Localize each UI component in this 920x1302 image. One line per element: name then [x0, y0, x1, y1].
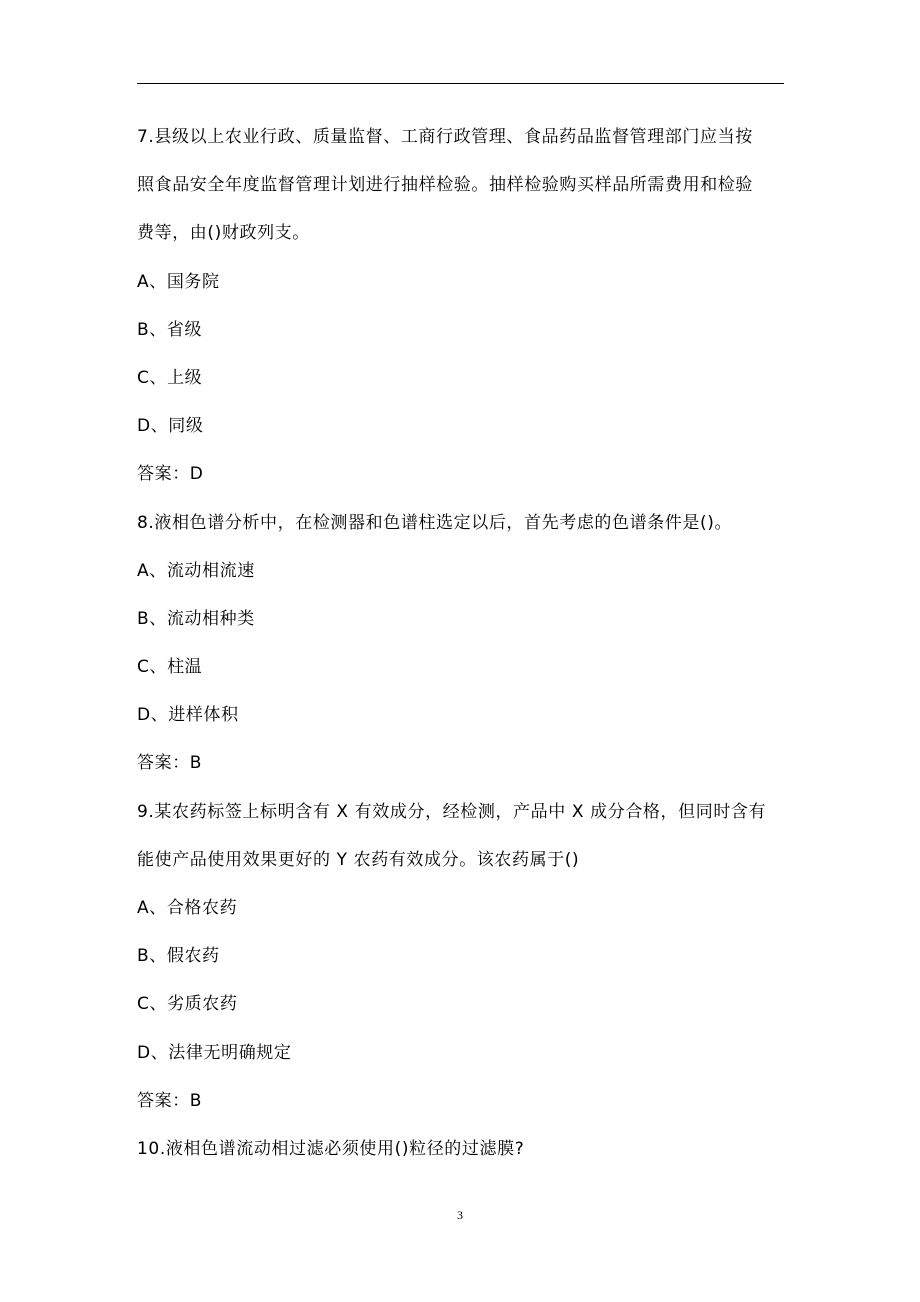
- header-rule: [137, 83, 784, 84]
- question-8-option-a: A、流动相流速: [137, 560, 255, 581]
- question-8-answer: 答案：B: [137, 753, 203, 774]
- question-7-option-d: D、同级: [137, 416, 204, 437]
- document-body: [137, 121, 787, 1181]
- question-9-stem-line-1: 9.某农药标签上标明含有 X 有效成分，经检测，产品中 X 成分合格，但同时含有: [137, 801, 767, 822]
- question-8-option-d: D、进样体积: [137, 705, 239, 726]
- question-7-option-a: A、国务院: [137, 271, 220, 292]
- question-7-stem-line-3: 费等，由()财政列支。: [137, 223, 310, 244]
- question-10-stem-line-1: 10.液相色谱流动相过滤必须使用()粒径的过滤膜?: [137, 1138, 525, 1159]
- page-number: 3: [457, 1208, 463, 1222]
- question-9-stem-line-2: 能使产品使用效果更好的 Y 农药有效成分。该农药属于(): [137, 849, 580, 870]
- question-8-stem-line-1: 8.液相色谱分析中，在检测器和色谱柱选定以后，首先考虑的色谱条件是()。: [137, 512, 733, 533]
- question-7-answer: 答案：D: [137, 464, 204, 485]
- question-7-option-c: C、上级: [137, 367, 203, 388]
- question-8-option-b: B、流动相种类: [137, 608, 255, 629]
- question-8-option-c: C、柱温: [137, 657, 203, 678]
- question-9-option-a: A、合格农药: [137, 898, 238, 918]
- question-7-stem-line-1: 7.县级以上农业行政、质量监督、工商行政管理、食品药品监督管理部门应当按: [137, 127, 753, 147]
- question-9-option-c: C、劣质农药: [137, 994, 238, 1015]
- question-9-option-b: B、假农药: [137, 946, 220, 967]
- question-9-answer: 答案：B: [137, 1090, 203, 1111]
- question-7-stem-line-2: 照食品安全年度监督管理计划进行抽样检验。抽样检验购买样品所需费用和检验: [137, 175, 753, 196]
- question-7-option-b: B、省级: [137, 319, 203, 340]
- question-9-option-d: D、法律无明确规定: [137, 1042, 292, 1063]
